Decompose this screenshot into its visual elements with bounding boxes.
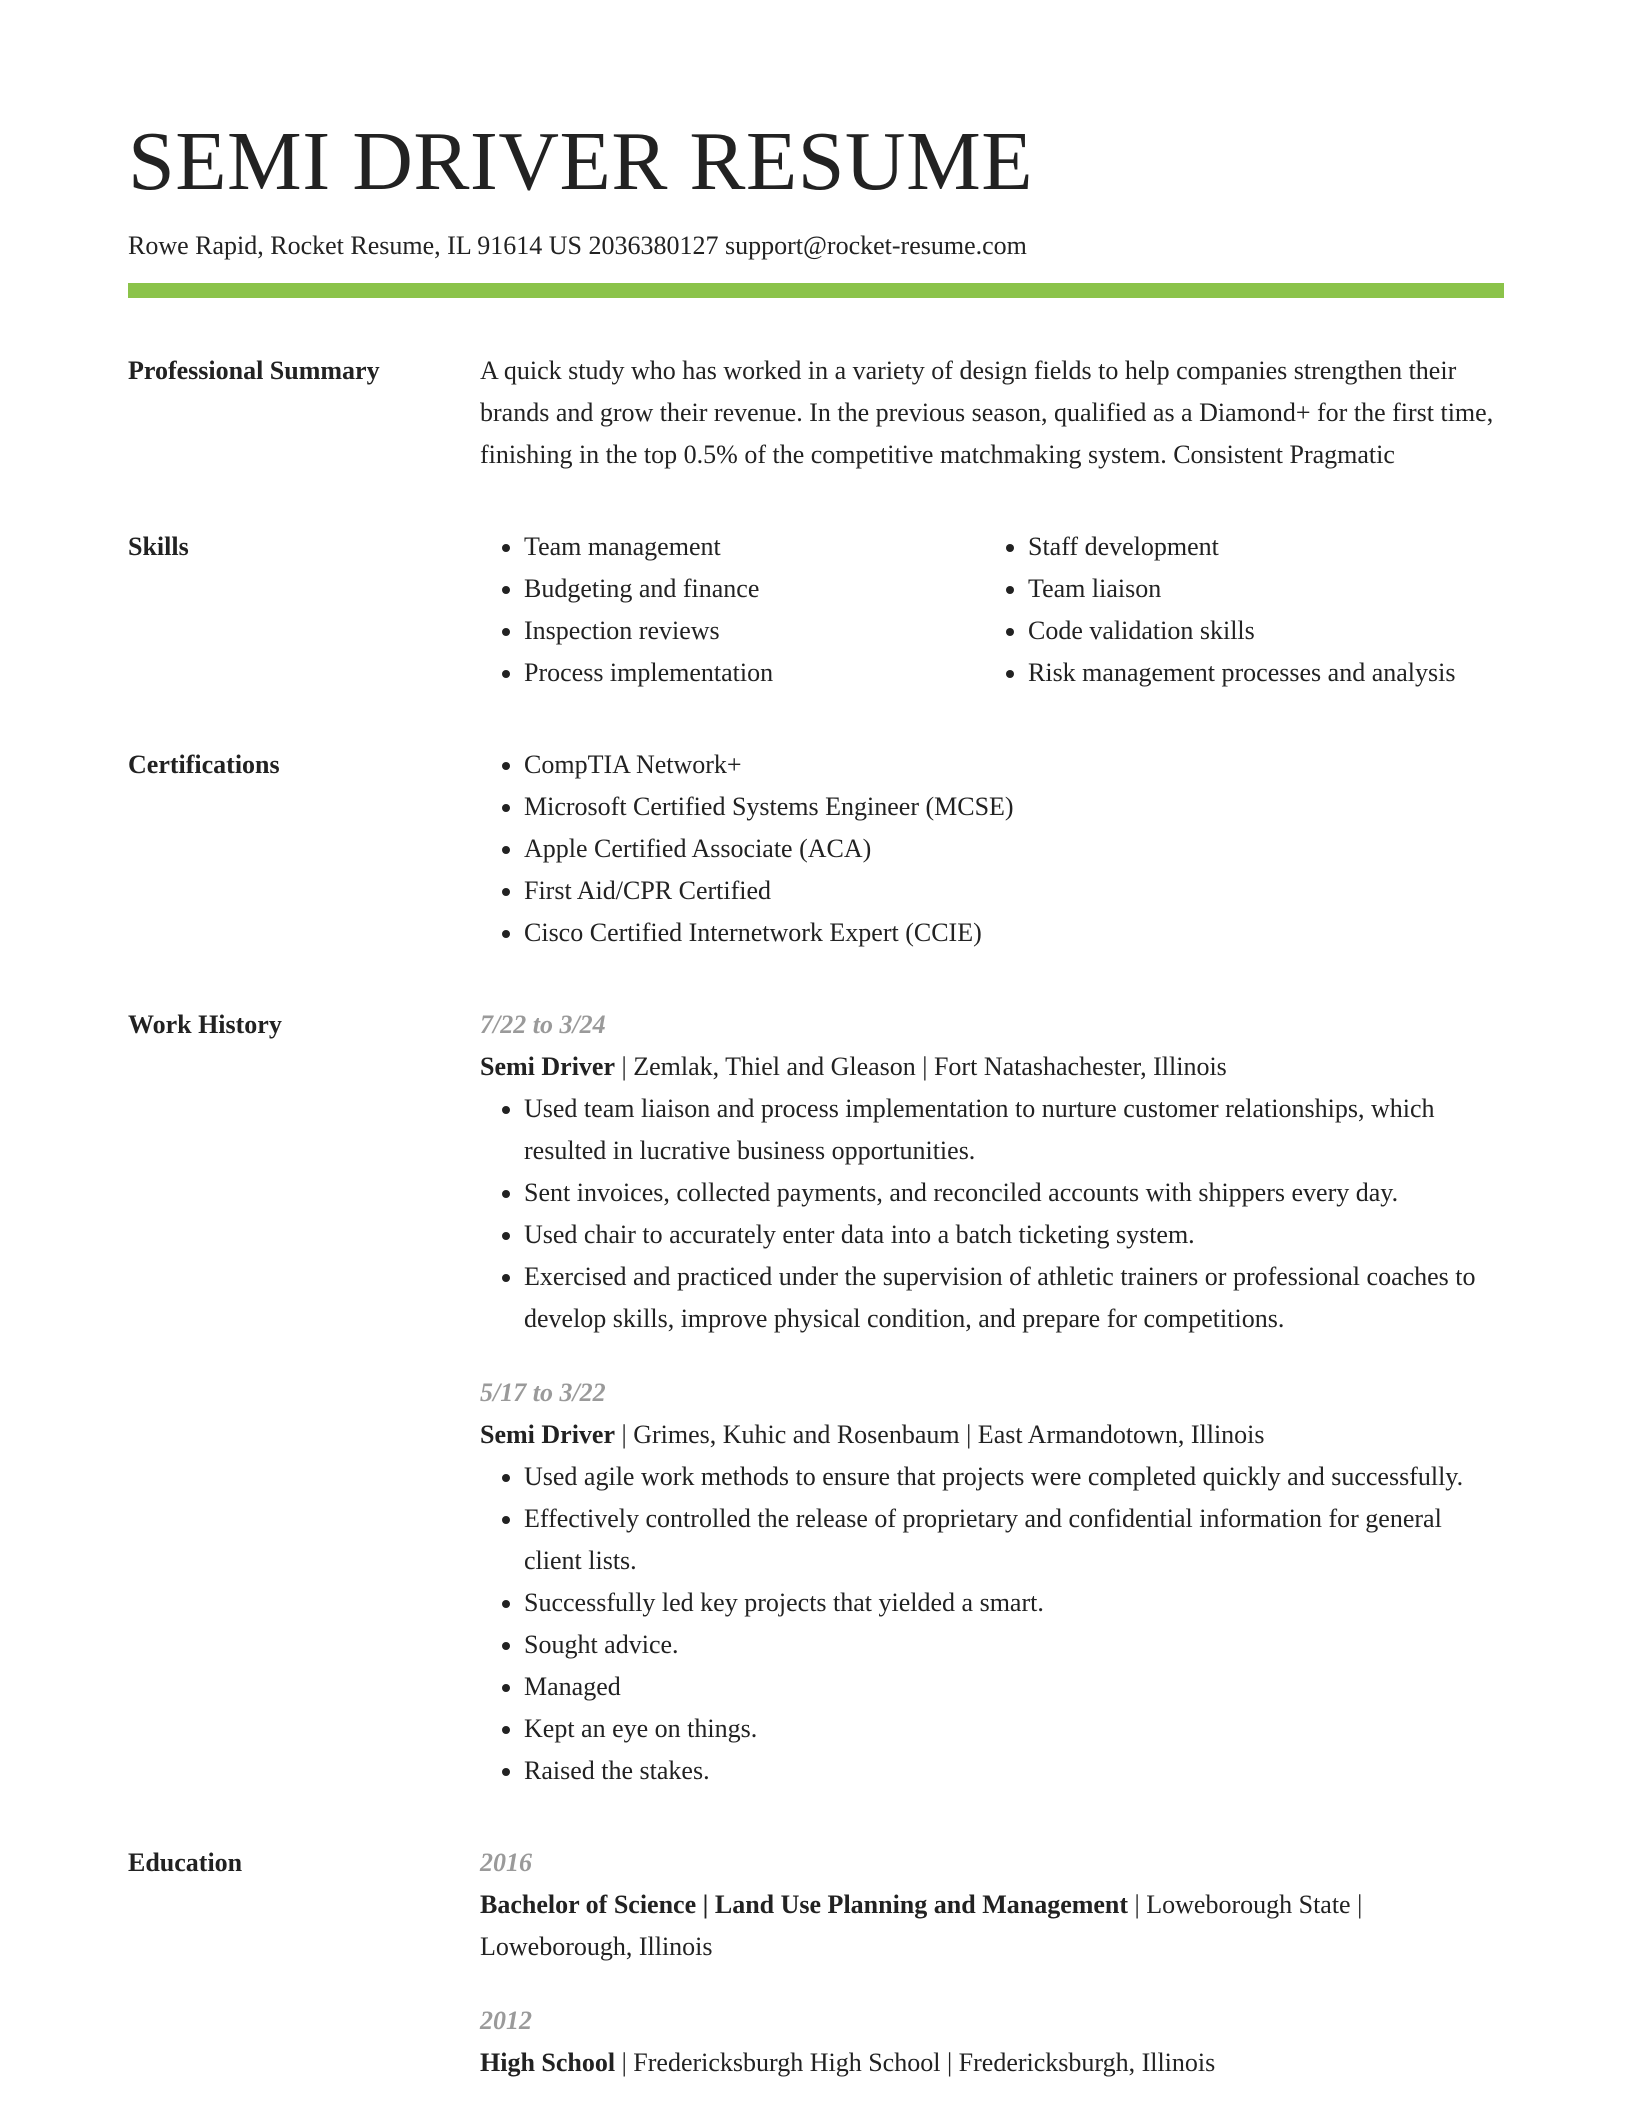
skill-item: • Budgeting and finance [524, 568, 984, 610]
job-duty: • Successfully led key projects that yielded a smart. [524, 1582, 1504, 1624]
certification-item: • First Aid/CPR Certified [524, 870, 1504, 912]
skill-item: • Staff development [1028, 526, 1504, 568]
certifications-section [128, 744, 1504, 954]
job-duty: • Used agile work methods to ensure that projects were completed quickly and successfully. [524, 1456, 1504, 1498]
job-duty: • Used chair to accurately enter data into a batch ticketing system. [524, 1214, 1504, 1256]
job-employer-location: | Grimes, Kuhic and Rosenbaum | East Armandotown, Illinois [615, 1420, 1265, 1450]
job-duty: • Sent invoices, collected payments, and reconciled accounts with shippers every day. [524, 1172, 1504, 1214]
section-label-summary: Professional Summary [128, 356, 380, 386]
skill-item: • Team management [524, 526, 984, 568]
job-title: Semi Driver [480, 1420, 616, 1450]
job-duty: • Sought advice. [524, 1624, 1504, 1666]
job-employer-location: | Zemlak, Thiel and Gleason | Fort Natashachester, Illinois [615, 1052, 1227, 1082]
certification-item: • Microsoft Certified Systems Engineer (MCSE) [524, 786, 1504, 828]
contact-line: Rowe Rapid, Rocket Resume, IL 91614 US 2036380127 support@rocket-resume.com [128, 231, 1027, 260]
degree-name: Bachelor of Science | Land Use Planning and Management [480, 1890, 1129, 1920]
education-entry [480, 2000, 1504, 2084]
school-location: | Fredericksburgh High School | Fredericksburgh, Illinois [615, 2048, 1216, 2078]
skills-column-1 [480, 526, 984, 694]
job-duty: • Exercised and practiced under the supervision of athletic trainers or professional coaches to develop skills, improve physical condition, and prepare for competitions. [524, 1256, 1504, 1340]
certifications-list [480, 744, 1504, 954]
education-heading [480, 1884, 1504, 1968]
school-location: | Loweborough State | Loweborough, Illinois [480, 1890, 1363, 1962]
accent-divider [128, 283, 1504, 298]
resume-title: SEMI DRIVER RESUME [128, 115, 1034, 208]
job-dates: 7/22 to 3/24 [480, 1010, 606, 1040]
summary-text: A quick study who has worked in a variety of design fields to help companies strengthen their brands and grow their revenue. In the previous season, qualified as a Diamond+ for the first time, finishing in the top 0.5% of the competitive matchmaking system. Consistent Pragmatic [480, 356, 1494, 470]
resume-page [128, 0, 1504, 2084]
work-history-section [128, 1004, 1504, 1792]
certification-item: • Cisco Certified Internetwork Expert (CCIE) [524, 912, 1504, 954]
certification-item: • CompTIA Network+ [524, 744, 1504, 786]
skill-item: • Code validation skills [1028, 610, 1504, 652]
job-duty: • Managed [524, 1666, 1504, 1708]
job-title: Semi Driver [480, 1052, 616, 1082]
certification-item: • Apple Certified Associate (ACA) [524, 828, 1504, 870]
skills-grid [480, 526, 1504, 694]
skills-section [128, 526, 1504, 694]
section-label-education: Education [128, 1848, 243, 1878]
skill-item: • Team liaison [1028, 568, 1504, 610]
job-duties-list [480, 1088, 1504, 1340]
skills-column-2 [984, 526, 1504, 694]
education-year: 2012 [480, 2006, 532, 2036]
job-dates: 5/17 to 3/22 [480, 1378, 606, 1408]
summary-section [128, 350, 1504, 476]
job-entry [480, 1004, 1504, 1340]
education-entry [480, 1842, 1504, 1968]
job-duties-list [480, 1456, 1504, 1792]
section-label-certifications: Certifications [128, 750, 280, 780]
skill-item: • Process implementation [524, 652, 984, 694]
job-duty: • Used team liaison and process implementation to nurture customer relationships, which resulted in lucrative business opportunities. [524, 1088, 1504, 1172]
education-year: 2016 [480, 1848, 532, 1878]
job-heading [480, 1414, 1504, 1456]
education-heading [480, 2042, 1504, 2084]
section-label-skills: Skills [128, 532, 189, 562]
degree-name: High School [480, 2048, 616, 2078]
job-duty: • Effectively controlled the release of proprietary and confidential information for general client lists. [524, 1498, 1504, 1582]
job-heading [480, 1046, 1504, 1088]
skill-item: • Inspection reviews [524, 610, 984, 652]
skill-item: • Risk management processes and analysis [1028, 652, 1504, 694]
education-section [128, 1842, 1504, 2084]
job-entry [480, 1372, 1504, 1792]
section-label-work: Work History [128, 1010, 282, 1040]
job-duty: • Raised the stakes. [524, 1750, 1504, 1792]
job-duty: • Kept an eye on things. [524, 1708, 1504, 1750]
